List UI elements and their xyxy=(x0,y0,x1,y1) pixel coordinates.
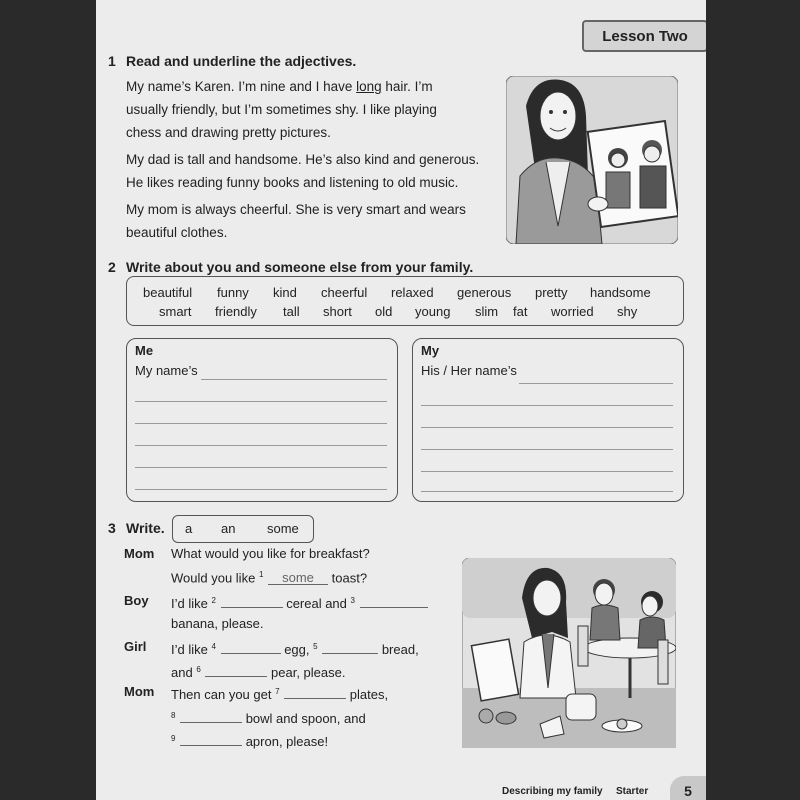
me-writing-line[interactable] xyxy=(135,401,387,402)
mom-text: beautiful clothes. xyxy=(126,225,228,240)
me-panel-label: Me xyxy=(135,343,154,358)
word-bank-item: worried xyxy=(551,304,594,319)
me-writing-line[interactable] xyxy=(201,379,387,380)
ex1-paragraph-karen xyxy=(126,75,437,144)
ex1-paragraph-mom xyxy=(126,198,466,244)
me-panel-prompt: My name’s xyxy=(135,363,198,378)
article-option: some xyxy=(267,521,299,536)
lesson-tab: Lesson Two xyxy=(582,20,706,52)
answer-blank-4[interactable] xyxy=(221,639,281,654)
family-writing-line[interactable] xyxy=(421,405,673,406)
me-writing-line[interactable] xyxy=(135,423,387,424)
me-panel xyxy=(126,338,398,502)
ex2-title: Write about you and someone else from your family. xyxy=(126,259,474,275)
word-bank-item: generous xyxy=(457,285,512,300)
answer-blank-3[interactable] xyxy=(360,593,428,608)
me-writing-line[interactable] xyxy=(135,489,387,490)
family-writing-line[interactable] xyxy=(519,383,673,384)
family-writing-line[interactable] xyxy=(421,471,673,472)
dialogue-text: I’d like xyxy=(171,642,208,657)
mom-text: My mom is always cheerful. She is very smart and wears xyxy=(126,202,466,217)
family-panel-prompt: His / Her name’s xyxy=(421,363,517,378)
dialogue-line xyxy=(171,639,419,657)
dad-text: My dad is tall and handsome. He’s also kind and generous. xyxy=(126,152,480,167)
dialogue-line xyxy=(171,593,428,611)
girl-with-photo-illustration xyxy=(506,76,678,244)
ex1-title: Read and underline the adjectives. xyxy=(126,53,357,69)
page-number: 5 xyxy=(670,776,706,800)
word-bank-item: relaxed xyxy=(391,285,434,300)
word-bank-item: funny xyxy=(217,285,249,300)
answer-blank-2[interactable] xyxy=(221,593,283,608)
family-writing-line[interactable] xyxy=(421,449,673,450)
word-bank-item: slim xyxy=(475,304,499,319)
dialogue-line xyxy=(171,570,367,585)
word-bank-item: young xyxy=(415,304,451,319)
word-bank-item: smart xyxy=(159,304,192,319)
word-bank xyxy=(126,276,684,326)
dialogue-text: Then can you get xyxy=(171,687,272,702)
speaker-boy: Boy xyxy=(124,593,149,608)
answer-blank-1[interactable]: some xyxy=(268,570,328,585)
dialogue-text: and xyxy=(171,665,193,680)
dialogue-line: banana, please. xyxy=(171,616,264,631)
footer-topic: Describing my family xyxy=(502,786,603,797)
family-panel-label: My xyxy=(421,343,440,358)
underlined-adjective: long xyxy=(356,79,382,94)
answer-blank-5[interactable] xyxy=(322,639,378,654)
dialogue-line xyxy=(171,731,328,749)
blank-number: 9 xyxy=(171,733,176,743)
word-bank-item: beautiful xyxy=(143,285,193,300)
word-bank-item: shy xyxy=(617,304,638,319)
blank-number: 2 xyxy=(211,595,216,605)
word-bank-item: friendly xyxy=(215,304,257,319)
family-member-panel xyxy=(412,338,684,502)
word-bank-item: cheerful xyxy=(321,285,368,300)
family-writing-line[interactable] xyxy=(421,491,673,492)
dialogue-line: What would you like for breakfast? xyxy=(171,546,370,561)
karen-text: My name’s Karen. I’m nine and I have xyxy=(126,79,357,94)
speaker-mom: Mom xyxy=(124,684,155,699)
word-bank-item: handsome xyxy=(590,285,651,300)
answer-blank-7[interactable] xyxy=(284,684,346,699)
blank-number: 8 xyxy=(171,710,176,720)
dialogue-text: egg, xyxy=(284,642,310,657)
dialogue-text: apron, please! xyxy=(245,734,329,749)
dialogue-text: pear, please. xyxy=(271,665,346,680)
workbook-page xyxy=(96,0,706,800)
blank-number: 6 xyxy=(196,664,201,674)
word-bank-item: pretty xyxy=(535,285,568,300)
blank-number: 1 xyxy=(258,570,264,579)
ex3-title: Write. xyxy=(126,520,165,536)
family-writing-line[interactable] xyxy=(421,427,673,428)
dialogue-line xyxy=(171,708,366,726)
karen-text: usually friendly, but I’m sometimes shy. I like playing xyxy=(126,102,437,117)
answer-blank-9[interactable] xyxy=(180,731,242,746)
karen-text: hair. I’m xyxy=(381,79,433,94)
me-writing-line[interactable] xyxy=(135,445,387,446)
dialogue-text: bread, xyxy=(381,642,419,657)
word-bank-item: kind xyxy=(273,285,297,300)
article-options-box xyxy=(172,515,314,543)
dialogue-line xyxy=(171,662,345,680)
dialogue-line xyxy=(171,684,388,702)
dad-text: He likes reading funny books and listening to old music. xyxy=(126,175,459,190)
ex2-number: 2 xyxy=(108,259,116,275)
word-bank-item: tall xyxy=(283,304,300,319)
speaker-girl: Girl xyxy=(124,639,147,654)
footer-level: Starter xyxy=(616,786,649,797)
dialogue-text: cereal and xyxy=(286,596,347,611)
word-bank-item: fat xyxy=(513,304,528,319)
blank-number: 7 xyxy=(275,686,280,696)
answer-blank-6[interactable] xyxy=(205,662,267,677)
answer-blank-8[interactable] xyxy=(180,708,242,723)
ex1-number: 1 xyxy=(108,53,116,69)
me-writing-line[interactable] xyxy=(135,467,387,468)
article-option: an xyxy=(221,521,236,536)
ex1-paragraph-dad xyxy=(126,148,479,194)
speaker-mom: Mom xyxy=(124,546,155,561)
dialogue-text: I’d like xyxy=(171,596,208,611)
dialogue-text: toast? xyxy=(331,570,368,586)
dialogue-text: bowl and spoon, and xyxy=(245,711,366,726)
ex3-number: 3 xyxy=(108,520,116,536)
karen-text: chess and drawing pretty pictures. xyxy=(126,125,331,140)
dialogue-text: Would you like xyxy=(171,570,256,586)
dialogue-text: plates, xyxy=(349,687,389,702)
word-bank-item: old xyxy=(375,304,393,319)
blank-number: 3 xyxy=(350,595,355,605)
blank-number: 5 xyxy=(313,641,318,651)
word-bank-item: short xyxy=(323,304,352,319)
breakfast-kitchen-illustration xyxy=(462,558,676,748)
article-option: a xyxy=(185,521,193,536)
blank-number: 4 xyxy=(211,641,216,651)
